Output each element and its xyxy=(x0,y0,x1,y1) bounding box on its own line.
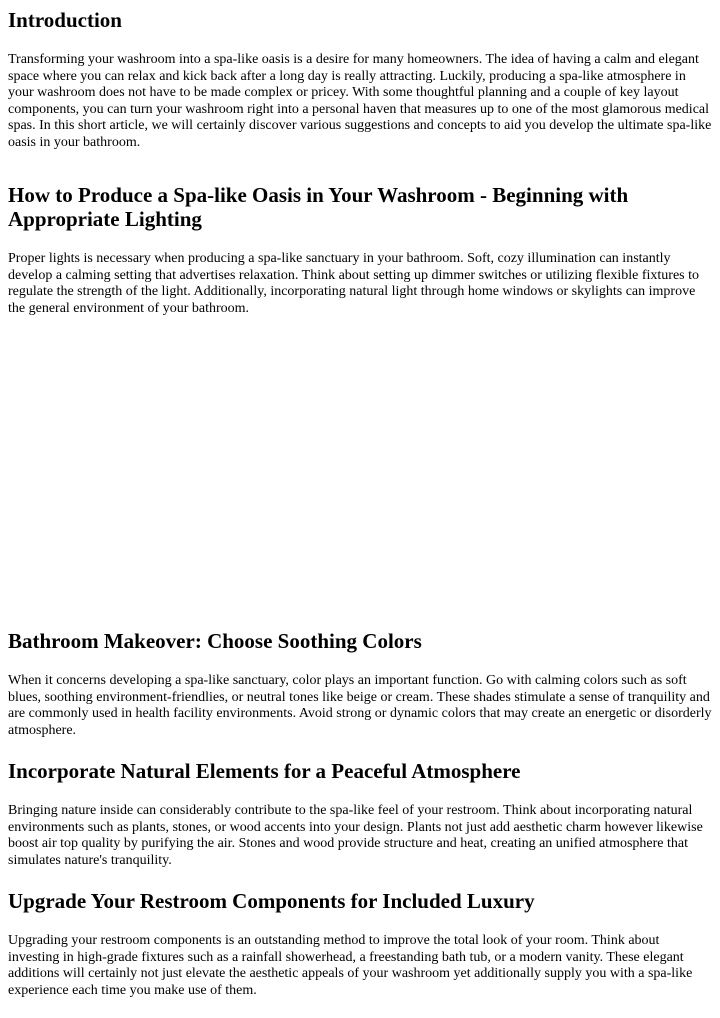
section-body-fixtures: Upgrading your restroom components is an outstanding method to improve the total look of your room. Think about investing in high-grade fixtures such as a rainfall showerhead, a freestanding bath tub, or a modern vanity. These elegant additions will certainly not just elevate the aesthetic appeals of your washroom yet additionally supply you with a spa-like experience each time you make use of them. xyxy=(8,933,693,998)
section-body-colors: When it concerns developing a spa-like sanctuary, color plays an important function. Go with calming colors such as soft blues, soothing environment-friendlies, or neutral tones like beige or cream. These shades stimulate a sense of tranquility and are commonly used in health facility environments. Avoid strong or dynamic colors that may create an energetic or disorderly atmosphere. xyxy=(8,673,712,738)
section-heading-introduction: Introduction xyxy=(8,8,122,32)
section-body-introduction: Transforming your washroom into a spa-like oasis is a desire for many homeowners. The idea of having a calm and elegant space where you can relax and kick back after a long day is really attracting. Luckily, producing a spa-like atmosphere in your washroom does not have to be made complex or pricey. With some thoughtful planning and a couple of key layout components, you can turn your washroom right into a personal haven that measures up to one of the most glamorous medical spas. In this short article, we will certainly discover various suggestions and concepts to aid you develop the ultimate spa-like oasis in your bathroom. xyxy=(8,52,712,150)
blank-image-area xyxy=(8,317,712,629)
section-heading-natural-elements: Incorporate Natural Elements for a Peaceful Atmosphere xyxy=(8,759,521,783)
section-heading-lighting: How to Produce a Spa-like Oasis in Your Washroom - Beginning with Appropriate Lighting xyxy=(8,183,629,231)
section-body-lighting: Proper lights is necessary when producing a spa-like sanctuary in your bathroom. Soft, cozy illumination can instantly develop a calming setting that advertises relaxation. Think about setting up dimmer switches or utilizing flexible fixtures to regulate the strength of the light. Additionally, incorporating natural light through home windows or skylights can improve the general environment of your bathroom. xyxy=(8,251,700,316)
section-body-natural-elements: Bringing nature inside can considerably contribute to the spa-like feel of your restroom. Think about incorporating natural environments such as plants, stones, or wood accents into your design. Plants not just add aesthetic charm however likewise boost air top quality by purifying the air. Stones and wood provide structure and heat, creating an unified atmosphere that simulates nature's tranquility. xyxy=(8,803,703,868)
section-heading-fixtures: Upgrade Your Restroom Components for Included Luxury xyxy=(8,889,535,913)
section-heading-colors: Bathroom Makeover: Choose Soothing Colors xyxy=(8,629,422,653)
